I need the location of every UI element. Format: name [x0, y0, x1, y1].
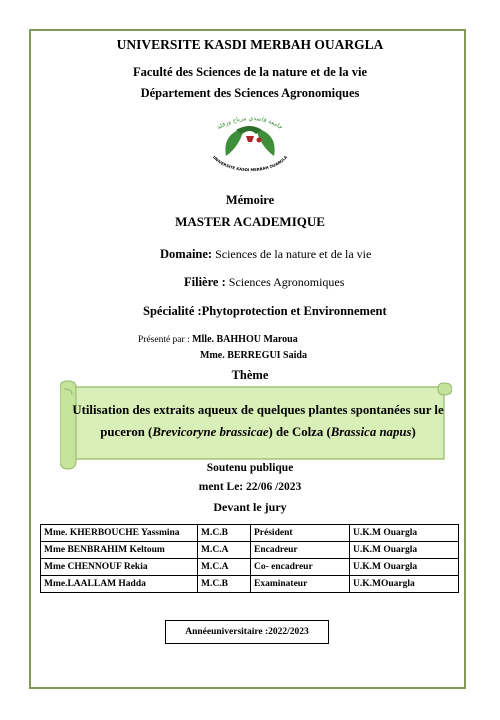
student-2: Mme. BERREGUI Saida [200, 350, 307, 361]
table-row [41, 542, 459, 559]
domaine-value: Sciences de la nature et de la vie [212, 247, 372, 261]
domaine-label: Domaine: [160, 247, 213, 261]
jury-label: Devant le jury [213, 500, 287, 514]
department-name: Département des Sciences Agronomiques [140, 86, 360, 100]
table-row [41, 576, 459, 593]
table-row [41, 525, 459, 542]
jury-member-name: Mme CHENNOUF Rekia [41, 559, 198, 576]
faculty-name: Faculté des Sciences de la nature et de la vie [132, 65, 368, 79]
jury-member-role: Président [251, 525, 350, 542]
degree-title: MASTER ACADEMIQUE [175, 214, 325, 229]
defense-label: Soutenu publique [206, 462, 294, 474]
logo-dot [257, 138, 262, 143]
jury-member-name: Mme BENBRAHIM Keltoum [41, 542, 198, 559]
jury-member-name: Mme. KHERBOUCHE Yassmina [41, 525, 198, 542]
student-1: Mlle. BAHHOU Maroua [192, 334, 298, 345]
filiere-label: Filière : [184, 275, 226, 289]
jury-member-role: Encadreur [251, 542, 350, 559]
domaine-line [160, 247, 371, 262]
jury-member-grade: M.C.B [198, 525, 251, 542]
title-species-2: Brassica napus [330, 425, 412, 439]
specialite-line: Spécialité :Phytoprotection et Environnement [143, 304, 387, 318]
jury-member-name: Mme.LAALLAM Hadda [41, 576, 198, 593]
jury-member-institution: U.K.MOuargla [350, 576, 459, 593]
svg-text:UNIVERSITE KASDI MERBAH OUARGL [212, 155, 288, 173]
presented-by-label: Présenté par : [138, 335, 193, 345]
logo-arabic-text: جامعة قاصدي مرباح ورقلة [215, 114, 284, 132]
jury-member-role: Co- encadreur [251, 559, 350, 576]
document-type: Mémoire [225, 193, 275, 207]
title-species-1: Brevicoryne brassicae [152, 425, 269, 439]
jury-member-grade: M.C.A [198, 559, 251, 576]
title-part-2: ) de Colza ( [268, 425, 331, 439]
university-name: UNIVERSITE KASDI MERBAH OUARGLA [116, 37, 384, 52]
theme-label: Thème [231, 368, 269, 382]
thesis-title [72, 399, 444, 443]
academic-year-box: Annéeuniversitaire :2022/2023 [165, 620, 329, 644]
jury-member-role: Examinateur [251, 576, 350, 593]
jury-member-grade: M.C.A [198, 542, 251, 559]
jury-member-institution: U.K.M Ouargla [350, 559, 459, 576]
jury-member-grade: M.C.B [198, 576, 251, 593]
title-part-1: Utilisation des extraits aqueux de quelques plantes spontanées sur le puceron ( [72, 403, 444, 439]
table-row [41, 559, 459, 576]
logo-latin-text: UNIVERSITE KASDI MERBAH OUARGLA [211, 154, 289, 173]
title-part-3: ) [411, 425, 416, 439]
filiere-line [184, 275, 344, 290]
defense-date: ment Le: 22/06 /2023 [198, 481, 302, 493]
logo-emblem-red [246, 136, 254, 142]
presented-by-line [138, 334, 298, 345]
jury-member-institution: U.K.M Ouargla [350, 525, 459, 542]
jury-member-institution: U.K.M Ouargla [350, 542, 459, 559]
filiere-value: Sciences Agronomiques [225, 275, 345, 289]
jury-table [40, 524, 459, 593]
university-logo [196, 112, 304, 176]
